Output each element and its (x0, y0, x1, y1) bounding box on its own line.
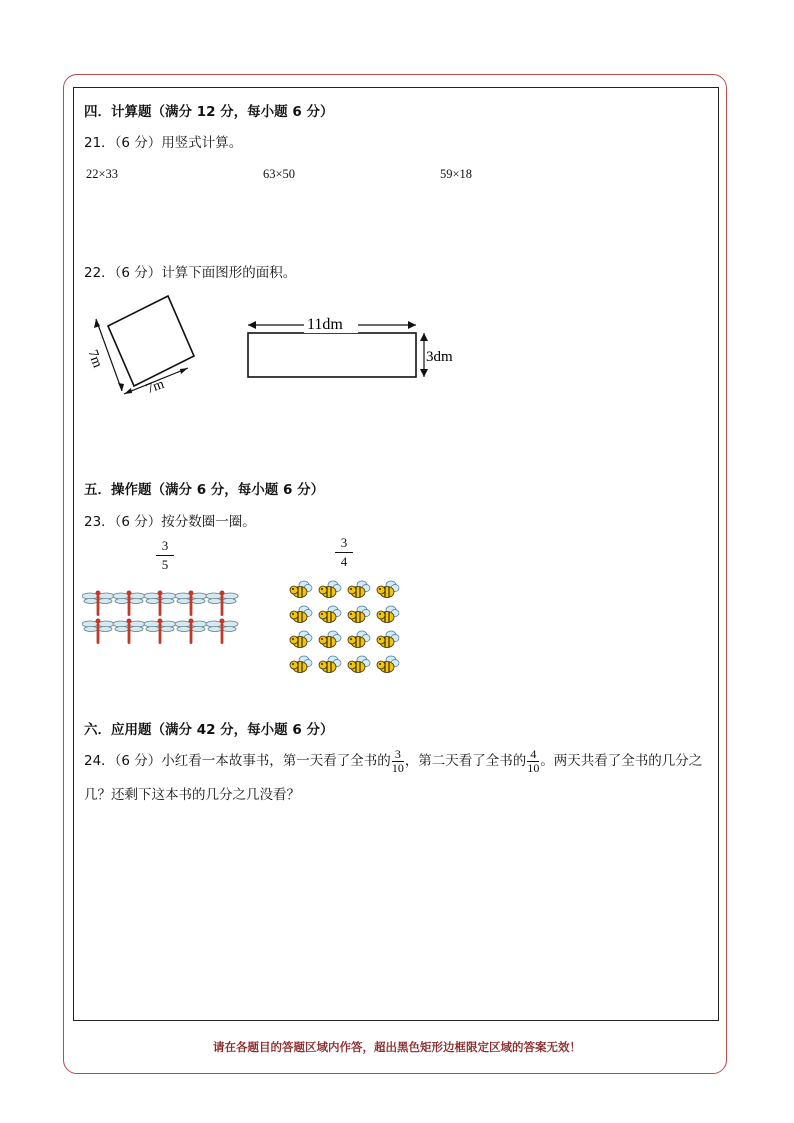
q24-fraction-2 (527, 748, 539, 775)
q21-stem: 21．（6 分）用竖式计算。 (84, 135, 243, 151)
q24-part2: ，第二天看了全书的 (404, 753, 527, 769)
dragonfly-group (82, 586, 242, 646)
bee (290, 581, 312, 598)
bee-group (286, 576, 406, 680)
bee (377, 606, 399, 623)
square-bottom-arrow-left (124, 388, 132, 394)
q24-fraction-1-denominator: 10 (391, 760, 404, 775)
bee (319, 656, 341, 673)
dragonfly (144, 619, 176, 645)
section5-heading: 五．操作题（满分 6 分，每小题 6 分） (84, 482, 325, 498)
q21-expr-1: 22×33 (86, 167, 119, 181)
bee (319, 606, 341, 623)
rect-width-arrow-bottom (420, 369, 428, 377)
rect-length-label: 11dm (307, 316, 343, 333)
dragonfly (82, 591, 114, 617)
bee (348, 606, 370, 623)
bee (290, 656, 312, 673)
dragonfly (206, 619, 238, 645)
q24-part1: 24．（6 分）小红看一本故事书，第一天看了全书的 (84, 753, 391, 769)
fraction-3-4-bar (335, 552, 353, 553)
square-left-label: 7m (84, 347, 105, 370)
q24-fraction-1-numerator: 3 (394, 746, 401, 761)
bee (377, 631, 399, 648)
q24-text (84, 744, 712, 812)
fraction-3-5-bar (156, 555, 174, 556)
q21-expr-3: 59×18 (440, 167, 473, 181)
dragonfly (144, 591, 176, 617)
q21-expr-2: 63×50 (263, 167, 296, 181)
fraction-3-5 (156, 538, 174, 573)
q24-fraction-1 (392, 748, 404, 775)
bee (290, 606, 312, 623)
bee (377, 656, 399, 673)
dragonfly (175, 619, 207, 645)
bee (319, 581, 341, 598)
bee (348, 631, 370, 648)
fraction-3-4-numerator: 3 (340, 535, 348, 550)
rect-length-arrow-right (408, 321, 416, 329)
q24-part3: 。两天共看了全书的几分之几？还剩下这本书的几分之几没看？ (84, 753, 703, 803)
footer-notice: 请在各题目的答题区域内作答，超出黑色矩形边框限定区域的答案无效！ (213, 1040, 581, 1054)
bee (290, 631, 312, 648)
dragonfly (206, 591, 238, 617)
bee (348, 656, 370, 673)
fraction-3-4-denominator: 4 (340, 554, 348, 569)
dragonfly (113, 591, 145, 617)
section6-heading: 六．应用题（满分 42 分，每小题 6 分） (84, 722, 334, 738)
rect-length-arrow-left (248, 321, 256, 329)
square-figure (84, 288, 214, 403)
rect-width-arrow-top (420, 333, 428, 341)
q24-fraction-2-numerator: 4 (530, 746, 537, 761)
q24-fraction-2-denominator: 10 (527, 760, 540, 775)
bee (319, 631, 341, 648)
q23-stem: 23．（6 分）按分数圈一圈。 (84, 514, 256, 530)
fraction-3-4 (335, 535, 353, 570)
rectangle-shape (248, 333, 416, 377)
fraction-3-5-numerator: 3 (161, 538, 169, 553)
fraction-3-5-denominator: 5 (161, 557, 169, 572)
square-bottom-arrow-right (180, 368, 188, 374)
dragonfly (82, 619, 114, 645)
bee (377, 581, 399, 598)
rect-width-label: 3dm (426, 349, 453, 365)
dragonfly (175, 591, 207, 617)
bee (348, 581, 370, 598)
rectangle-figure (240, 305, 470, 385)
q22-stem: 22．（6 分）计算下面图形的面积。 (84, 265, 297, 281)
square-bottom-label: 7m (144, 376, 167, 398)
section4-heading: 四．计算题（满分 12 分，每小题 6 分） (84, 104, 334, 120)
dragonfly (113, 619, 145, 645)
